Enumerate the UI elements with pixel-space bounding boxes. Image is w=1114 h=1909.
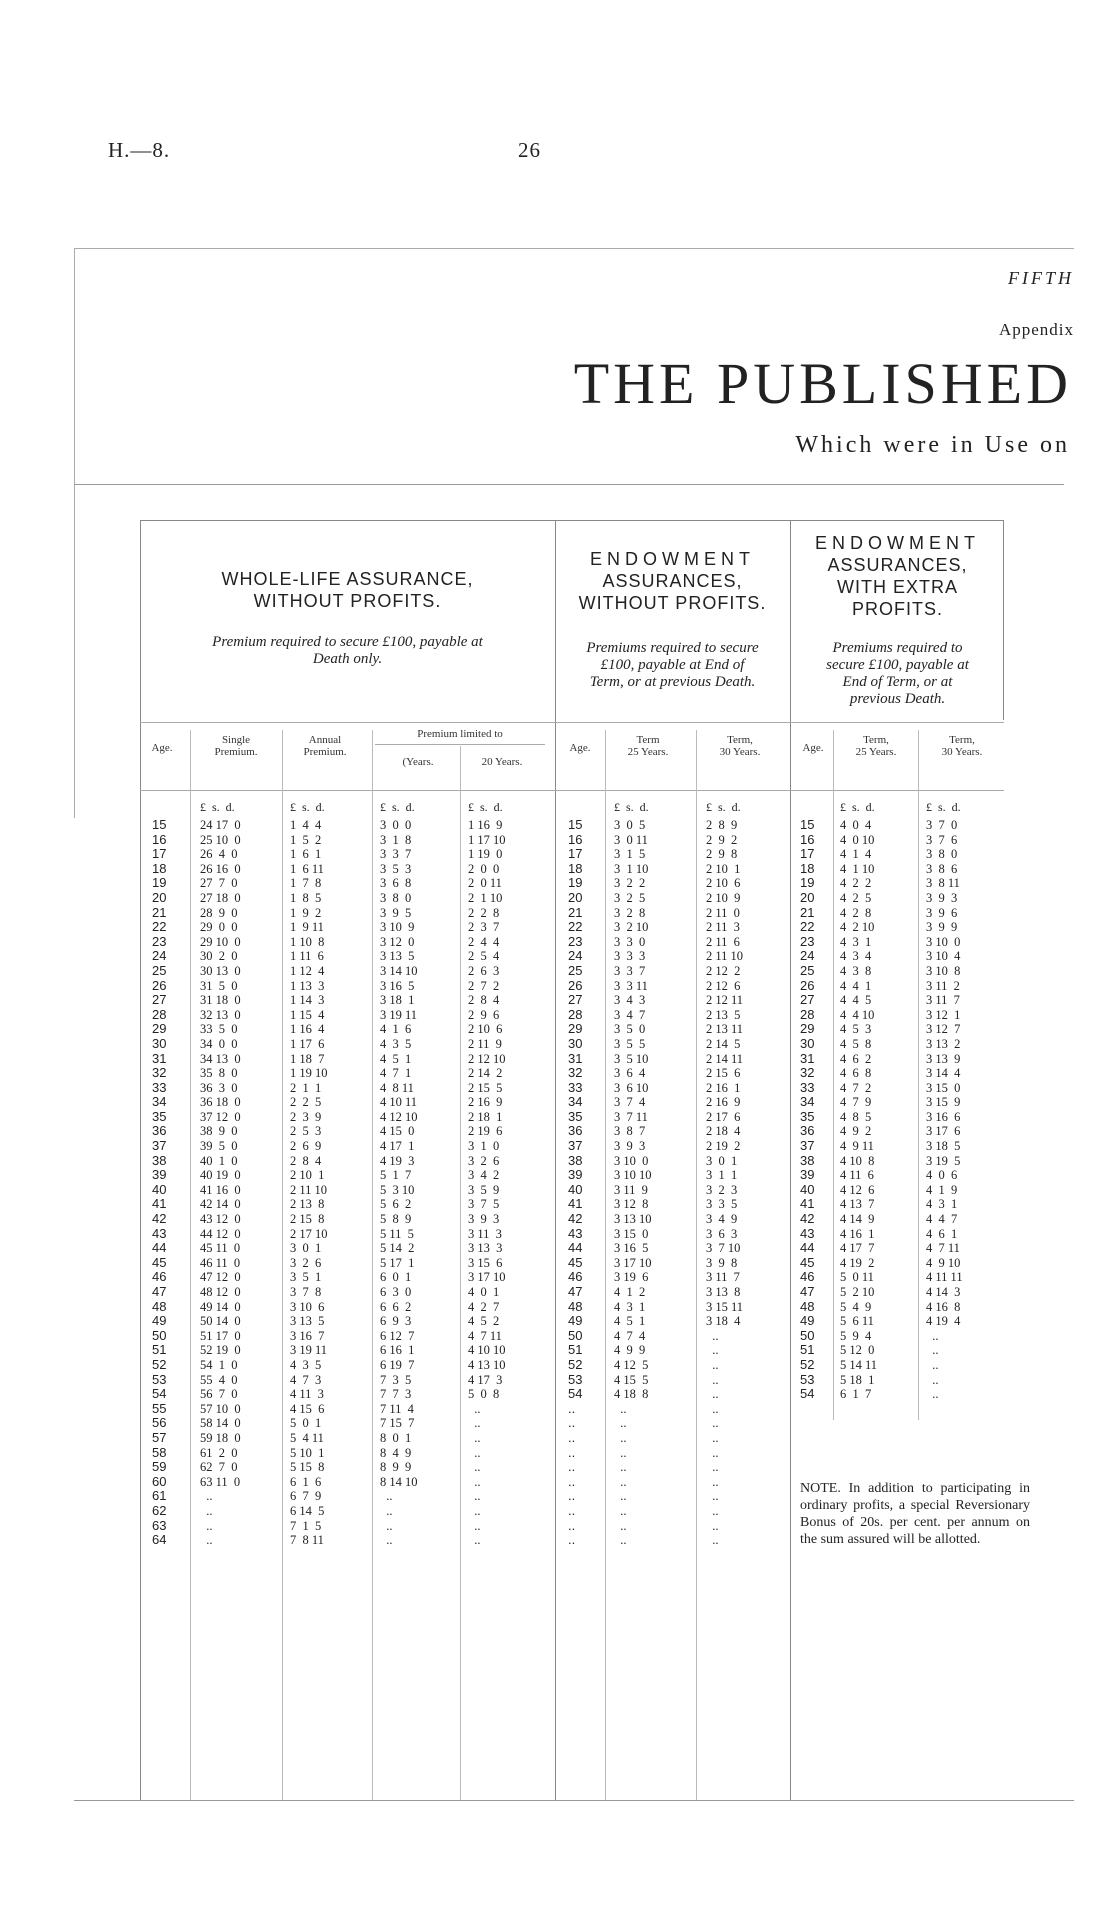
- table-top-rule: [140, 520, 1004, 521]
- title-appendix: Appendix: [998, 320, 1074, 339]
- page-ref: H.—8.: [108, 138, 171, 162]
- rule: [282, 730, 283, 1800]
- limited-rule: [375, 744, 545, 745]
- col-age-3: Age.: [802, 742, 824, 754]
- section-endowment-title: ENDOWMENT ASSURANCES, WITHOUT PROFITS.: [578, 549, 767, 613]
- col-annual: Annual Premium.: [303, 734, 347, 758]
- title-subline: Which were in Use on: [795, 432, 1070, 458]
- footnote: NOTE. In addition to participating in ordinary profits, a special Reversionary Bonus of 20s. per cent. per annum on the sum assured will be allotted.: [800, 1481, 1030, 1547]
- section-whole-life-subtitle: Premium required to secure £100, payable at Death only.: [212, 634, 483, 667]
- endow-profits-age-column: 15 16 17 18 19 20 21 22 23 24 25 26 27 28 29 30 31 32 33 34 35 36 37 38 39 40 41 42 43 44 45 46 47 48 49 50 51 52 53 54: [800, 817, 815, 1402]
- rule: [833, 730, 834, 1420]
- wl-single-premium-column: 24 17 0 25 10 0 26 4 0 26 16 0 27 7 0 27 18 0 28 9 0 29 0 0 29 10 0 30 2 0 30 13 0 31 5 0 31 18 0 32 13 0 33 5 0 34 0 0 34 13 0 35 8 0 36 3 0 36 18 0 37 12 0 38 9 0 39 5 0 40 1 0 40 19 0 41 16 0 42 14 0 43 12 0 44 12 0 45 11 0 46 11 0 47 12 0 48 12 0 49 14 0 50 14 0 51 17 0 52 19 0 54 1 0 55 4 0 56 7 0 57 10 0 58 14 0 59 18 0 61 2 0 62 7 0 63 11 0 .. .. .. ..: [200, 818, 241, 1548]
- divider-2: [790, 520, 791, 1800]
- col-single: Single Premium.: [214, 734, 258, 758]
- wl-limited-a-column: 3 0 0 3 1 8 3 3 7 3 5 3 3 6 8 3 8 0 3 9 5 3 10 9 3 12 0 3 13 5 3 14 10 3 16 5 3 18 1 3 19 11 4 1 6 4 3 5 4 5 1 4 7 1 4 8 11 4 10 11 4 12 10 4 15 0 4 17 1 4 19 3 5 1 7 5 3 10 5 6 2 5 8 9 5 11 5 5 14 2 5 17 1 6 0 1 6 3 0 6 6 2 6 9 3 6 12 7 6 16 1 6 19 7 7 3 5 7 7 3 7 11 4 7 15 7 8 0 1 8 4 9 8 9 9 8 14 10 .. .. .. ..: [380, 818, 418, 1548]
- col-limited-b: 20 Years.: [481, 756, 523, 768]
- table-right-rule: [1003, 520, 1004, 720]
- wl-age-column: 15 16 17 18 19 20 21 22 23 24 25 26 27 28 29 30 31 32 33 34 35 36 37 38 39 40 41 42 43 44 45 46 47 48 49 50 51 52 53 54 55 56 57 58 59 60 61 62 63 64: [152, 817, 167, 1548]
- rule: [372, 730, 373, 1800]
- endow-age-column: 15 16 17 18 19 20 21 22 23 24 25 26 27 28 29 30 31 32 33 34 35 36 37 38 39 40 41 42 43 44 45 46 47 48 49 50 51 52 53 54 .. .. .. .. .. .. .. .. .. ..: [568, 817, 583, 1548]
- section-endowment-subtitle: Premiums required to secure £100, payable at End of Term, or at previous Death.: [586, 640, 759, 690]
- section-endowment-profits-subtitle: Premiums required to secure £100, payable at End of Term, or at previous Death.: [826, 640, 969, 707]
- col-term25: Term 25 Years.: [627, 734, 669, 758]
- unit-label: £ s. d.: [706, 800, 741, 814]
- rule: [696, 730, 697, 1800]
- section-endowment-profits-title: ENDOWMENT ASSURANCES, WITH EXTRA PROFITS.: [815, 533, 980, 619]
- endow-profits-term30-column: 3 7 0 3 7 6 3 8 0 3 8 6 3 8 11 3 9 3 3 9 6 3 9 9 3 10 0 3 10 4 3 10 8 3 11 2 3 11 7 3 12 1 3 12 7 3 13 2 3 13 9 3 14 4 3 15 0 3 15 9 3 16 6 3 17 6 3 18 5 3 19 5 4 0 6 4 1 9 4 3 1 4 4 7 4 6 1 4 7 11 4 9 10 4 11 11 4 14 3 4 16 8 4 19 4 .. .. .. .. ..: [926, 818, 963, 1402]
- col-age-2: Age.: [569, 742, 591, 754]
- unit-label: £ s. d.: [926, 800, 961, 814]
- wl-limited-20-column: 1 16 9 1 17 10 1 19 0 2 0 0 2 0 11 2 1 10 2 2 8 2 3 7 2 4 4 2 5 4 2 6 3 2 7 2 2 8 4 2 9 6 2 10 6 2 11 9 2 12 10 2 14 2 2 15 5 2 16 9 2 18 1 2 19 6 3 1 0 3 2 6 3 4 2 3 5 9 3 7 5 3 9 3 3 11 3 3 13 3 3 15 6 3 17 10 4 0 1 4 2 7 4 5 2 4 7 11 4 10 10 4 13 10 4 17 3 5 0 8 .. .. .. .. .. .. .. .. .. ..: [468, 818, 506, 1548]
- endow-term30-column: 2 8 9 2 9 2 2 9 8 2 10 1 2 10 6 2 10 9 2 11 0 2 11 3 2 11 6 2 11 10 2 12 2 2 12 6 2 12 11 2 13 5 2 13 11 2 14 5 2 14 11 2 15 6 2 16 1 2 16 9 2 17 6 2 18 4 2 19 2 3 0 1 3 1 1 3 2 3 3 3 5 3 4 9 3 6 3 3 7 10 3 9 8 3 11 7 3 13 8 3 15 11 3 18 4 .. .. .. .. .. .. .. .. .. .. .. .. .. .. ..: [706, 818, 744, 1548]
- page-number: 26: [518, 138, 541, 162]
- unit-label: £ s. d.: [840, 800, 875, 814]
- left-border: [74, 248, 75, 818]
- bottom-rule: [74, 1800, 1074, 1801]
- rule: [918, 730, 919, 1420]
- endow-term25-column: 3 0 5 3 0 11 3 1 5 3 1 10 3 2 2 3 2 5 3 2 8 3 2 10 3 3 0 3 3 3 3 3 7 3 3 11 3 4 3 3 4 7 3 5 0 3 5 5 3 5 10 3 6 4 3 6 10 3 7 4 3 7 11 3 8 7 3 9 3 3 10 0 3 10 10 3 11 9 3 12 8 3 13 10 3 15 0 3 16 5 3 17 10 3 19 6 4 1 2 4 3 1 4 5 1 4 7 4 4 9 9 4 12 5 4 15 5 4 18 8 .. .. .. .. .. .. .. .. .. ..: [614, 818, 652, 1548]
- col-term25-profits: Term, 25 Years.: [855, 734, 897, 758]
- section-whole-life-title: WHOLE-LIFE ASSURANCE, WITHOUT PROFITS.: [221, 569, 474, 611]
- rule: [605, 730, 606, 1800]
- rule: [460, 746, 461, 1800]
- wl-annual-premium-column: 1 4 4 1 5 2 1 6 1 1 6 11 1 7 8 1 8 5 1 9 2 1 9 11 1 10 8 1 11 6 1 12 4 1 13 3 1 14 3 1 15 4 1 16 4 1 17 6 1 18 7 1 19 10 2 1 1 2 2 5 2 3 9 2 5 3 2 6 9 2 8 4 2 10 1 2 11 10 2 13 8 2 15 8 2 17 10 3 0 1 3 2 6 3 5 1 3 7 8 3 10 6 3 13 5 3 16 7 3 19 11 4 3 5 4 7 3 4 11 3 4 15 6 5 0 1 5 4 11 5 10 1 5 15 8 6 1 6 6 7 9 6 14 5 7 1 5 7 8 11: [290, 818, 328, 1548]
- title-rule: [74, 484, 1064, 485]
- unit-label: £ s. d.: [290, 800, 325, 814]
- col-age: Age.: [151, 742, 173, 754]
- page-title: THE PUBLISHED: [573, 351, 1072, 416]
- endow-profits-term25-column: 4 0 4 4 0 10 4 1 4 4 1 10 4 2 2 4 2 5 4 2 8 4 2 10 4 3 1 4 3 4 4 3 8 4 4 1 4 4 5 4 4 10 4 5 3 4 5 8 4 6 2 4 6 8 4 7 2 4 7 9 4 8 5 4 9 2 4 9 11 4 10 8 4 11 6 4 12 6 4 13 7 4 14 9 4 16 1 4 17 7 4 19 2 5 0 11 5 2 10 5 4 9 5 6 11 5 9 4 5 12 0 5 14 11 5 18 1 6 1 7: [840, 818, 878, 1402]
- col-limited: Premium limited to: [417, 728, 503, 740]
- unit-label: £ s. d.: [200, 800, 235, 814]
- col-limited-a: (Years.: [402, 756, 434, 768]
- rule: [190, 730, 191, 1800]
- col-term30: Term, 30 Years.: [719, 734, 761, 758]
- top-border: [74, 248, 1074, 249]
- colhead-rule: [140, 790, 1004, 791]
- table-left-rule: [140, 520, 141, 1800]
- unit-label: £ s. d.: [380, 800, 415, 814]
- title-fifth: FIFTH: [1008, 268, 1074, 288]
- unit-label: £ s. d.: [468, 800, 503, 814]
- divider-1: [555, 520, 556, 1800]
- col-term30-profits: Term, 30 Years.: [941, 734, 983, 758]
- header-rule: [140, 722, 1004, 723]
- unit-label: £ s. d.: [614, 800, 649, 814]
